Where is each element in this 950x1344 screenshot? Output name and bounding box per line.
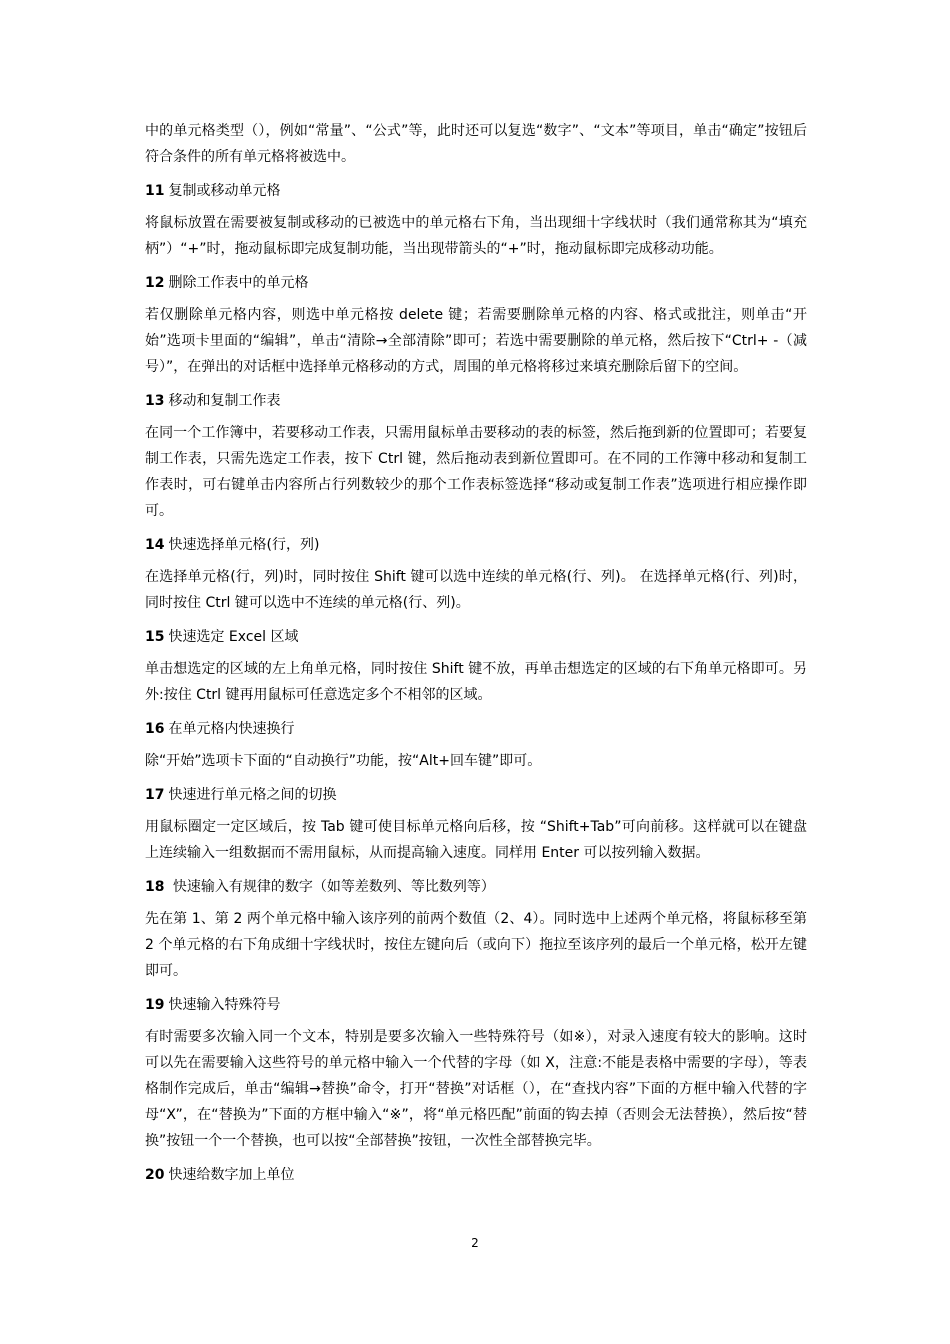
page-number: 2 xyxy=(471,1236,479,1250)
section-paragraph: 除“开始”选项卡下面的“自动换行”功能，按“Alt+回车键”即可。 xyxy=(145,753,542,769)
section-number: 14 xyxy=(145,537,165,553)
section-paragraph: 若仅删除单元格内容，则选中单元格按 delete 键；若需要删除单元格的内容、格式或批注，则单击“开始”选项卡里面的“编辑”，单击“清除→全部清除”即可；若选中需要删除的单元格，然后按下“Ctrl+ -（减号）”，在弹出的对话框中选择单元格移动的方式，周围的单元格将移过来填充删除后留下的空间。 xyxy=(145,307,807,375)
section-heading xyxy=(145,272,807,294)
section-heading xyxy=(145,784,807,806)
section-number: 19 xyxy=(145,997,165,1013)
section-heading xyxy=(145,994,807,1016)
section-paragraph: 有时需要多次输入同一个文本，特别是要多次输入一些特殊符号（如※），对录入速度有较大的影响。这时可以先在需要输入这些符号的单元格中输入一个代替的字母（如 X，注意:不能是表格中需要的字母），等表格制作完成后，单击“编辑→替换”命令，打开“替换”对话框（），在“查找内容”下面的方框中输入代替的字母“X”，在“替换为”下面的方框中输入“※”，将“单元格匹配”前面的钩去掉（否则会无法替换），然后按“替换”按钮一个一个替换，也可以按“全部替换”按钮，一次性全部替换完毕。 xyxy=(145,1029,807,1149)
intro-paragraph: 中的单元格类型（），例如“常量”、“公式”等，此时还可以复选“数字”、“文本”等项目，单击“确定”按钮后符合条件的所有单元格将被选中。 xyxy=(145,123,807,165)
section-heading xyxy=(145,718,807,740)
section-number: 17 xyxy=(145,787,165,803)
section-paragraph: 在同一个工作簿中，若要移动工作表，只需用鼠标单击要移动的表的标签，然后拖到新的位置即可；若要复制工作表，只需先选定工作表，按下 Ctrl 键，然后拖动表到新位置即可。在不同的工作簿中移动和复制工作表时，可右键单击内容所占行列数较少的那个工作表标签选择“移动或复制工作表”选项进行相应操作即可。 xyxy=(145,425,807,519)
section-title: 快速进行单元格之间的切换 xyxy=(168,787,337,803)
section-number: 18 xyxy=(145,879,165,895)
section-paragraph: 在选择单元格(行，列)时，同时按住 Shift 键可以选中连续的单元格(行、列)。 在选择单元格(行、列)时，同时按住 Ctrl 键可以选中不连续的单元格(行、列)。 xyxy=(145,569,807,611)
section-paragraph: 先在第 1、第 2 两个单元格中输入该序列的前两个数值（2、4）。同时选中上述两个单元格，将鼠标移至第 2 个单元格的右下角成细十字线状时，按住左键向后（或向下）拖拉至该序列的最后一个单元格，松开左键即可。 xyxy=(145,911,807,979)
section-number: 16 xyxy=(145,721,165,737)
section-title: 移动和复制工作表 xyxy=(168,393,281,409)
section-paragraph: 将鼠标放置在需要被复制或移动的已被选中的单元格右下角，当出现细十字线状时（我们通常称其为“填充柄”）“+”时，拖动鼠标即完成复制功能，当出现带箭头的“+”时，拖动鼠标即完成移动功能。 xyxy=(145,215,807,257)
section-number: 20 xyxy=(145,1167,165,1183)
section-title: 快速输入有规律的数字（如等差数列、等比数列等） xyxy=(168,879,495,895)
section-number: 12 xyxy=(145,275,165,291)
section-heading xyxy=(145,876,807,898)
section-heading xyxy=(145,626,807,648)
section-title: 快速选定 Excel 区域 xyxy=(168,629,299,645)
section-paragraph: 单击想选定的区域的左上角单元格，同时按住 Shift 键不放，再单击想选定的区域的右下角单元格即可。另外:按住 Ctrl 键再用鼠标可任意选定多个不相邻的区域。 xyxy=(145,661,807,703)
section-number: 13 xyxy=(145,393,165,409)
section-title: 快速选择单元格(行，列) xyxy=(168,537,320,553)
section-title: 在单元格内快速换行 xyxy=(168,721,295,737)
section-title: 快速给数字加上单位 xyxy=(168,1167,295,1183)
section-number: 15 xyxy=(145,629,165,645)
sections-container xyxy=(145,180,807,1186)
section-heading xyxy=(145,180,807,202)
section-paragraph: 用鼠标圈定一定区域后，按 Tab 键可使目标单元格向后移，按 “Shift+Tab”可向前移。这样就可以在键盘上连续输入一组数据而不需用鼠标，从而提高输入速度。同样用 Enter 可以按列输入数据。 xyxy=(145,819,807,861)
section-heading xyxy=(145,1164,807,1186)
section-title: 删除工作表中的单元格 xyxy=(168,275,309,291)
section-heading xyxy=(145,390,807,412)
section-title: 快速输入特殊符号 xyxy=(168,997,281,1013)
section-title: 复制或移动单元格 xyxy=(168,183,281,199)
section-number: 11 xyxy=(145,183,165,199)
section-heading xyxy=(145,534,807,556)
